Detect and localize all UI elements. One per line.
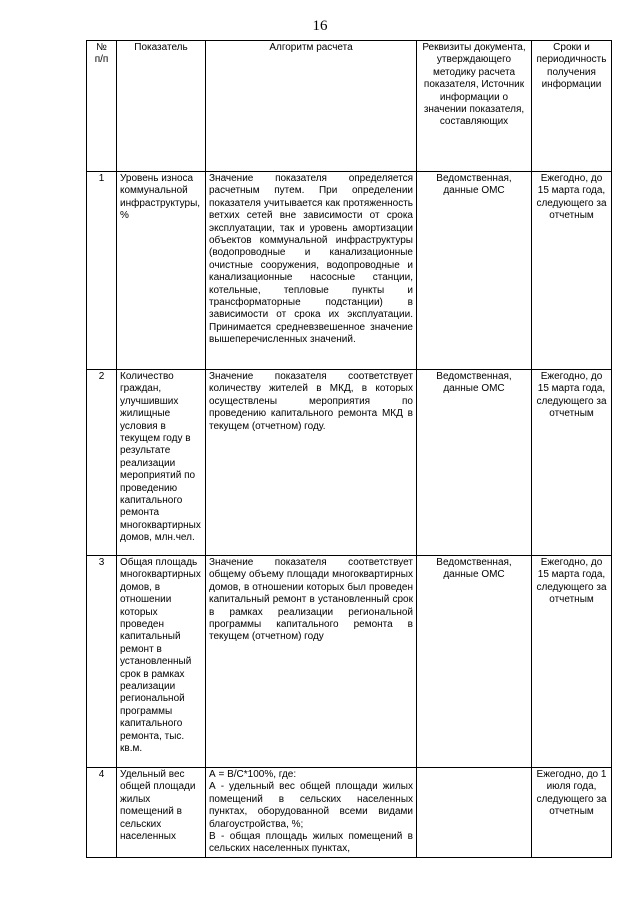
- table-header-row: [87, 41, 612, 172]
- row-algorithm: Значение показателя соответствует общему объему площади многоквартирных домов, в отношении которых был проведен капитальный ремонт в установленный срок в рамках реализации региональной программы капитального ремонта в текущем (отчетном) году: [206, 556, 417, 768]
- table-row: [87, 370, 612, 556]
- table-row: [87, 556, 612, 768]
- row-term: Ежегодно, до 15 марта года, следующего за отчетным: [532, 556, 612, 768]
- row-source: [417, 768, 532, 858]
- row-source: Ведомственная, данные ОМС: [417, 556, 532, 768]
- row-algorithm: Значение показателя определяется расчетным путем. При определении показателя учитывается как протяженность ветхих сетей вне зависимости от срока эксплуатации, так и уровень амортизации объектов коммунальной инфраструктуры (водопроводные и канализационные очистные сооружения, водопроводные и канализационные насосные станции, котельные, тепловые пункты и трансформаторные подстанции) в зависимости от срока их эксплуатации. Принимается средневзвешенное значение вышеперечисленных значений.: [206, 172, 417, 370]
- row-term: Ежегодно, до 15 марта года, следующего за отчетным: [532, 370, 612, 556]
- row-number: 3: [87, 556, 117, 768]
- row-number: 1: [87, 172, 117, 370]
- header-indicator: Показатель: [117, 41, 206, 172]
- row-term: Ежегодно, до 1 июля года, следующего за отчетным: [532, 768, 612, 858]
- row-algorithm: А = В/С*100%, где: А - удельный вес общей площади жилых помещений в сельских населенных пунктах, оборудованной всеми видами благоустройства, %; В - общая площадь жилых помещений в сельских населенных пунктах,: [206, 768, 417, 858]
- header-source: Реквизиты документа, утверждающего методику расчета показателя, Источник информации о значении показателя, составляющих: [417, 41, 532, 172]
- table-row: [87, 172, 612, 370]
- table-row: [87, 768, 612, 858]
- row-indicator: Уровень износа коммунальной инфраструктуры, %: [117, 172, 206, 370]
- row-number: 4: [87, 768, 117, 858]
- row-number: 2: [87, 370, 117, 556]
- row-source: Ведомственная, данные ОМС: [417, 172, 532, 370]
- header-algorithm: Алгоритм расчета: [206, 41, 417, 172]
- indicators-table: [86, 40, 612, 858]
- header-number: № п/п: [87, 41, 117, 172]
- page-number: 16: [312, 18, 328, 34]
- row-source: Ведомственная, данные ОМС: [417, 370, 532, 556]
- row-indicator: Удельный вес общей площади жилых помещений в сельских населенных: [117, 768, 206, 858]
- header-term: Сроки и периодичность получения информации: [532, 41, 612, 172]
- row-indicator: Количество граждан, улучшивших жилищные условия в текущем году в результате реализации мероприятий по проведению капитального ремонта многоквартирных домов, млн.чел.: [117, 370, 206, 556]
- row-algorithm: Значение показателя соответствует количеству жителей в МКД, в которых осуществлены мероприятия по проведению капитального ремонта МКД в текущем (отчетном) году.: [206, 370, 417, 556]
- row-term: Ежегодно, до 15 марта года, следующего за отчетным: [532, 172, 612, 370]
- row-indicator: Общая площадь многоквартирных домов, в отношении которых проведен капитальный ремонт в установленный срок в рамках реализации региональной программы капитального ремонта, тыс. кв.м.: [117, 556, 206, 768]
